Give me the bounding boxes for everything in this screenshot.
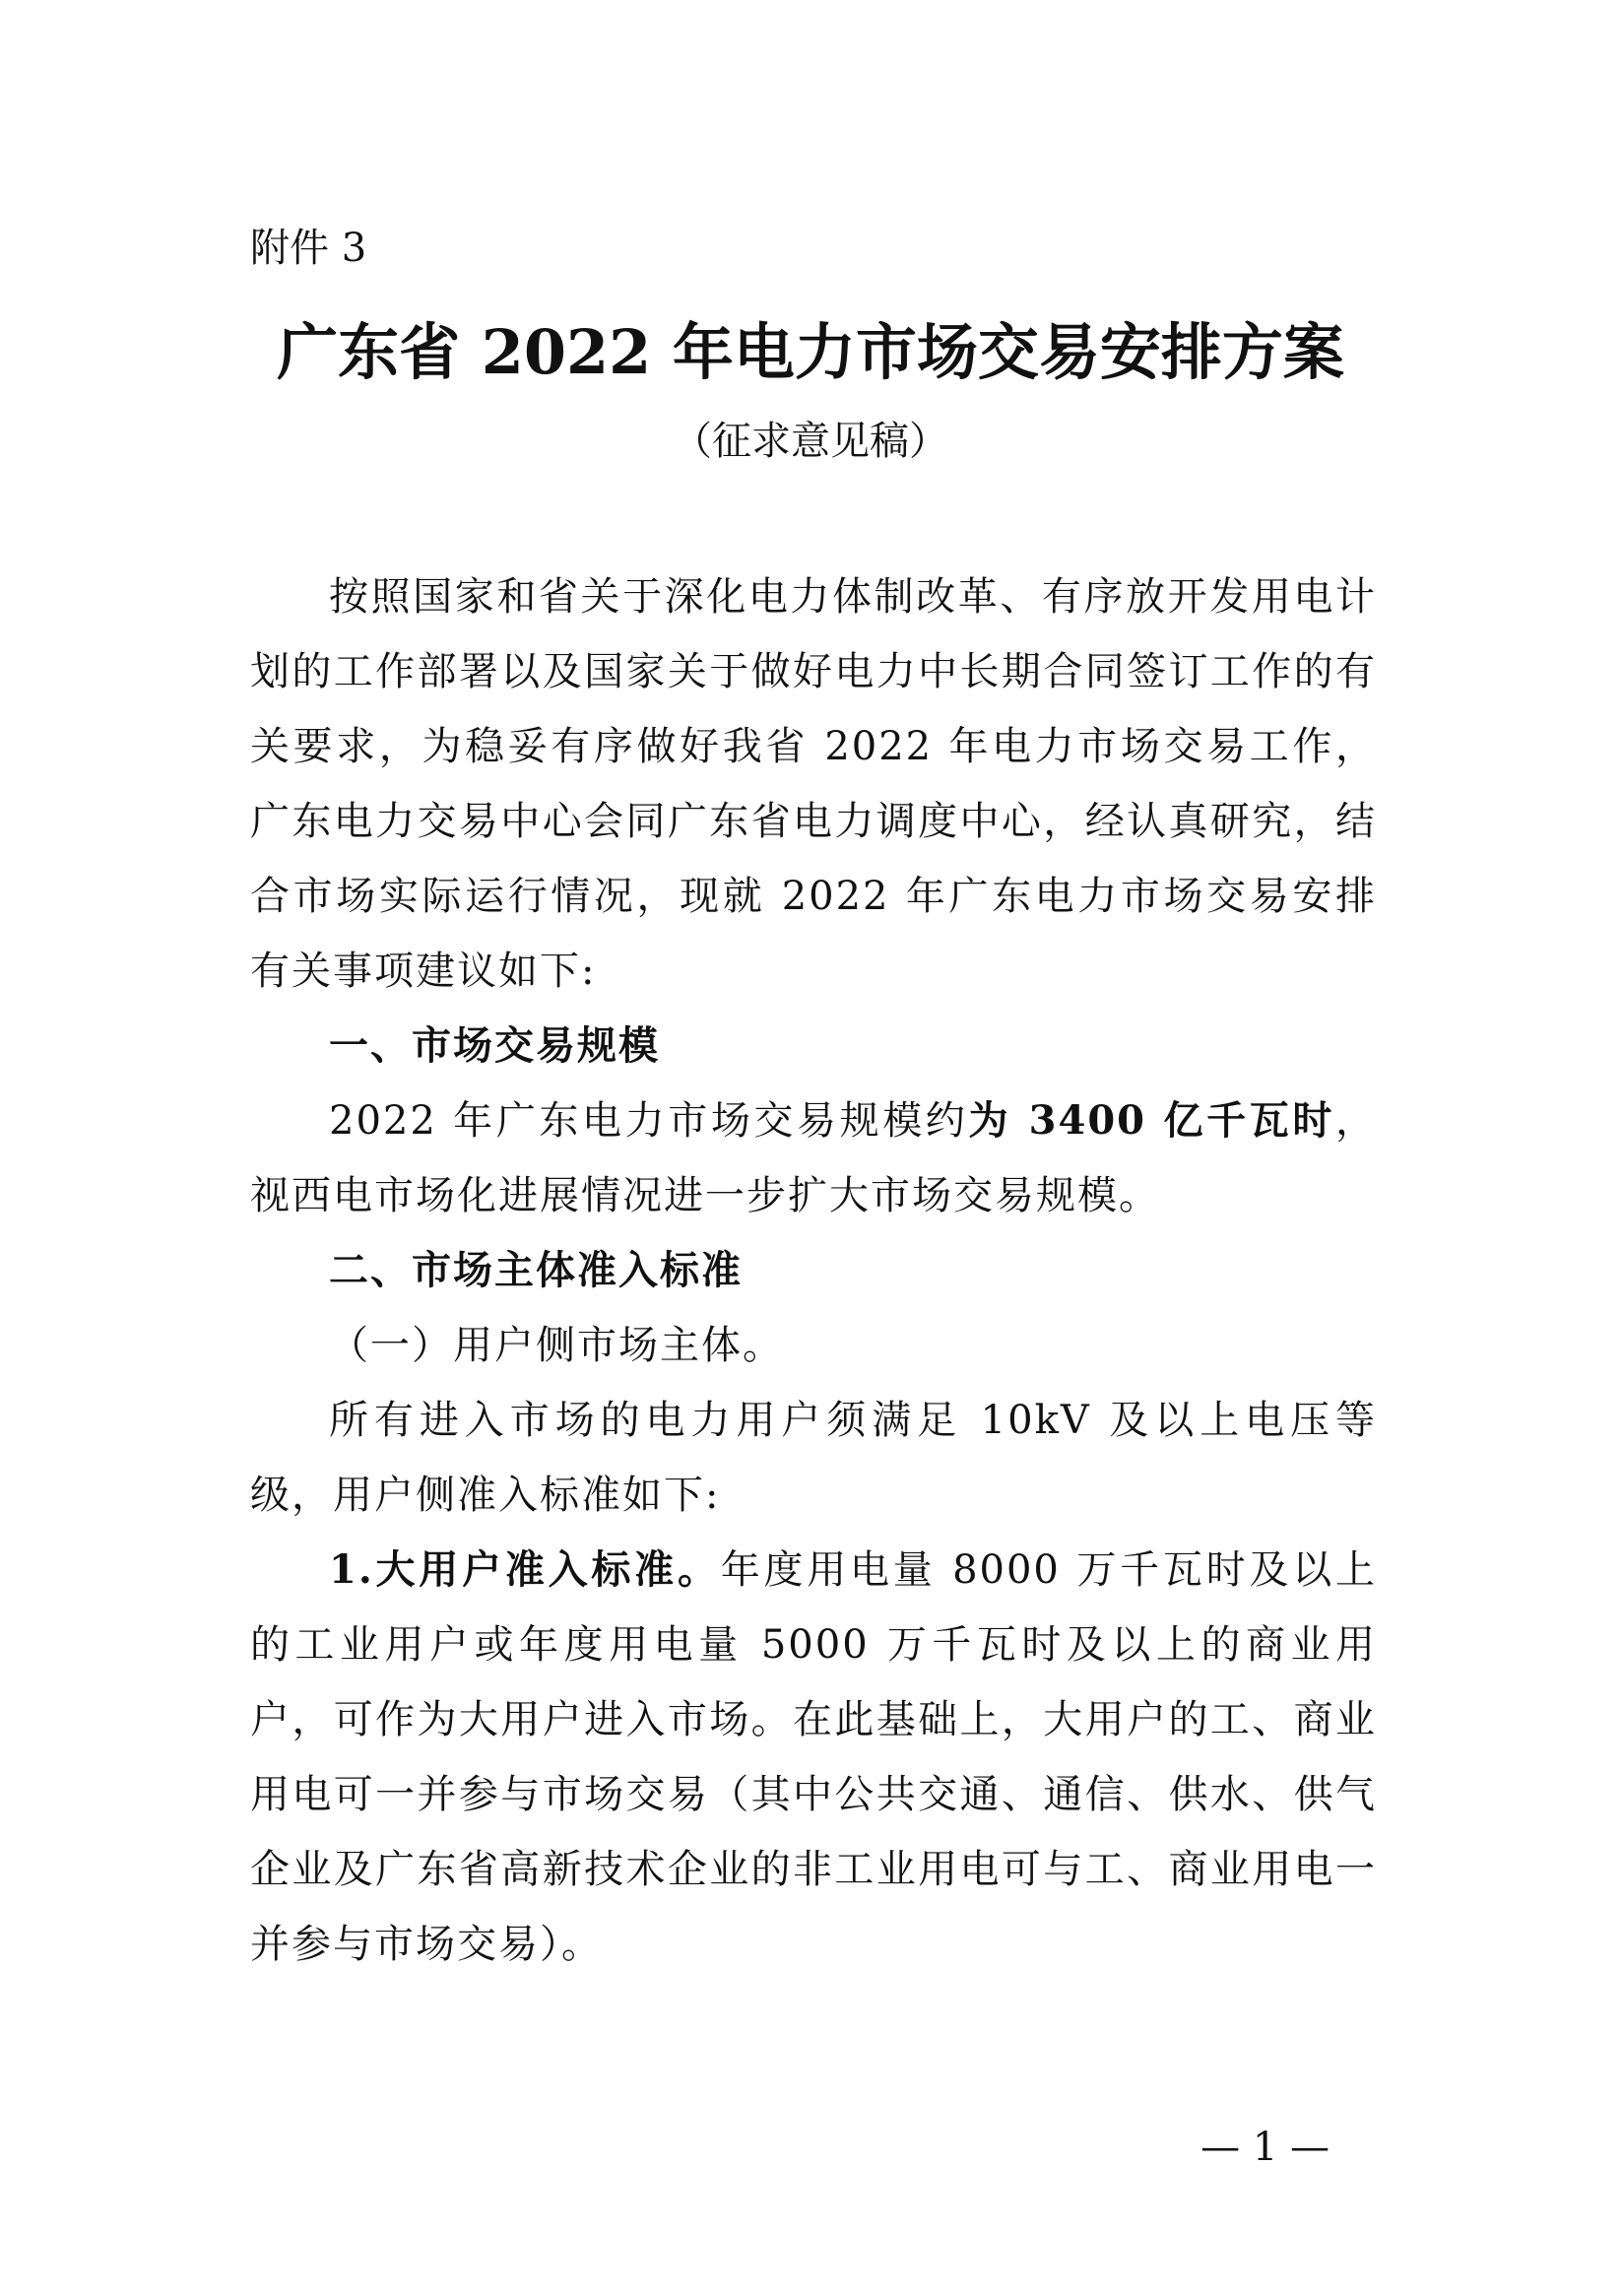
section1-bold-value: 为 3400 亿千瓦时 xyxy=(968,1097,1335,1144)
section1-text-before: 2022 年广东电力市场交易规模约 xyxy=(329,1098,969,1144)
section1-paragraph xyxy=(250,1083,1377,1233)
item1-text: 年度用电量 8000 万千瓦时及以上的工业用户或年度用电量 5000 万千瓦时及以上的商业用户，可作为大用户进入市场。在此基础上，大用户的工、商业用电可一并参与市场交易（其中公共交通、通信、供水、供气企业及广东省高新技术企业的非工业用电可与工、商业用电一并参与市场交易）。 xyxy=(250,1547,1377,1967)
item1-bold-label: 1.大用户准入标准。 xyxy=(329,1546,721,1593)
section2-sub1-paragraph: 所有进入市场的电力用户须满足 10kV 及以上电压等级，用户侧准入标准如下: xyxy=(250,1398,1377,1518)
section1-heading: 一、市场交易规模 xyxy=(329,1023,660,1069)
document-title: 广东省 2022 年电力市场交易安排方案 xyxy=(277,316,1344,388)
section1-text-after: ，视西电市场化进展情况进一步扩大市场交易规模。 xyxy=(250,1098,1377,1218)
document-body xyxy=(250,559,1377,1982)
attachment-label: 附件 3 xyxy=(250,226,367,271)
document-subtitle: （征求意见稿） xyxy=(673,419,948,464)
section2-sub1-heading: （一）用户侧市场主体。 xyxy=(329,1323,784,1368)
page-number: — 1 — xyxy=(1200,2125,1329,2170)
section2-item1-paragraph xyxy=(250,1533,1377,1982)
section2-heading: 二、市场主体准入标准 xyxy=(329,1248,743,1293)
intro-paragraph: 按照国家和省关于深化电力体制改革、有序放开发用电计划的工作部署以及国家关于做好电力中长期合同签订工作的有关要求，为稳妥有序做好我省 2022 年电力市场交易工作，广东电力交易中心会同广东省电力调度中心，经认真研究，结合市场实际运行情况，现就 2022 年广东电力市场交易安排有关事项建议如下: xyxy=(250,574,1377,994)
